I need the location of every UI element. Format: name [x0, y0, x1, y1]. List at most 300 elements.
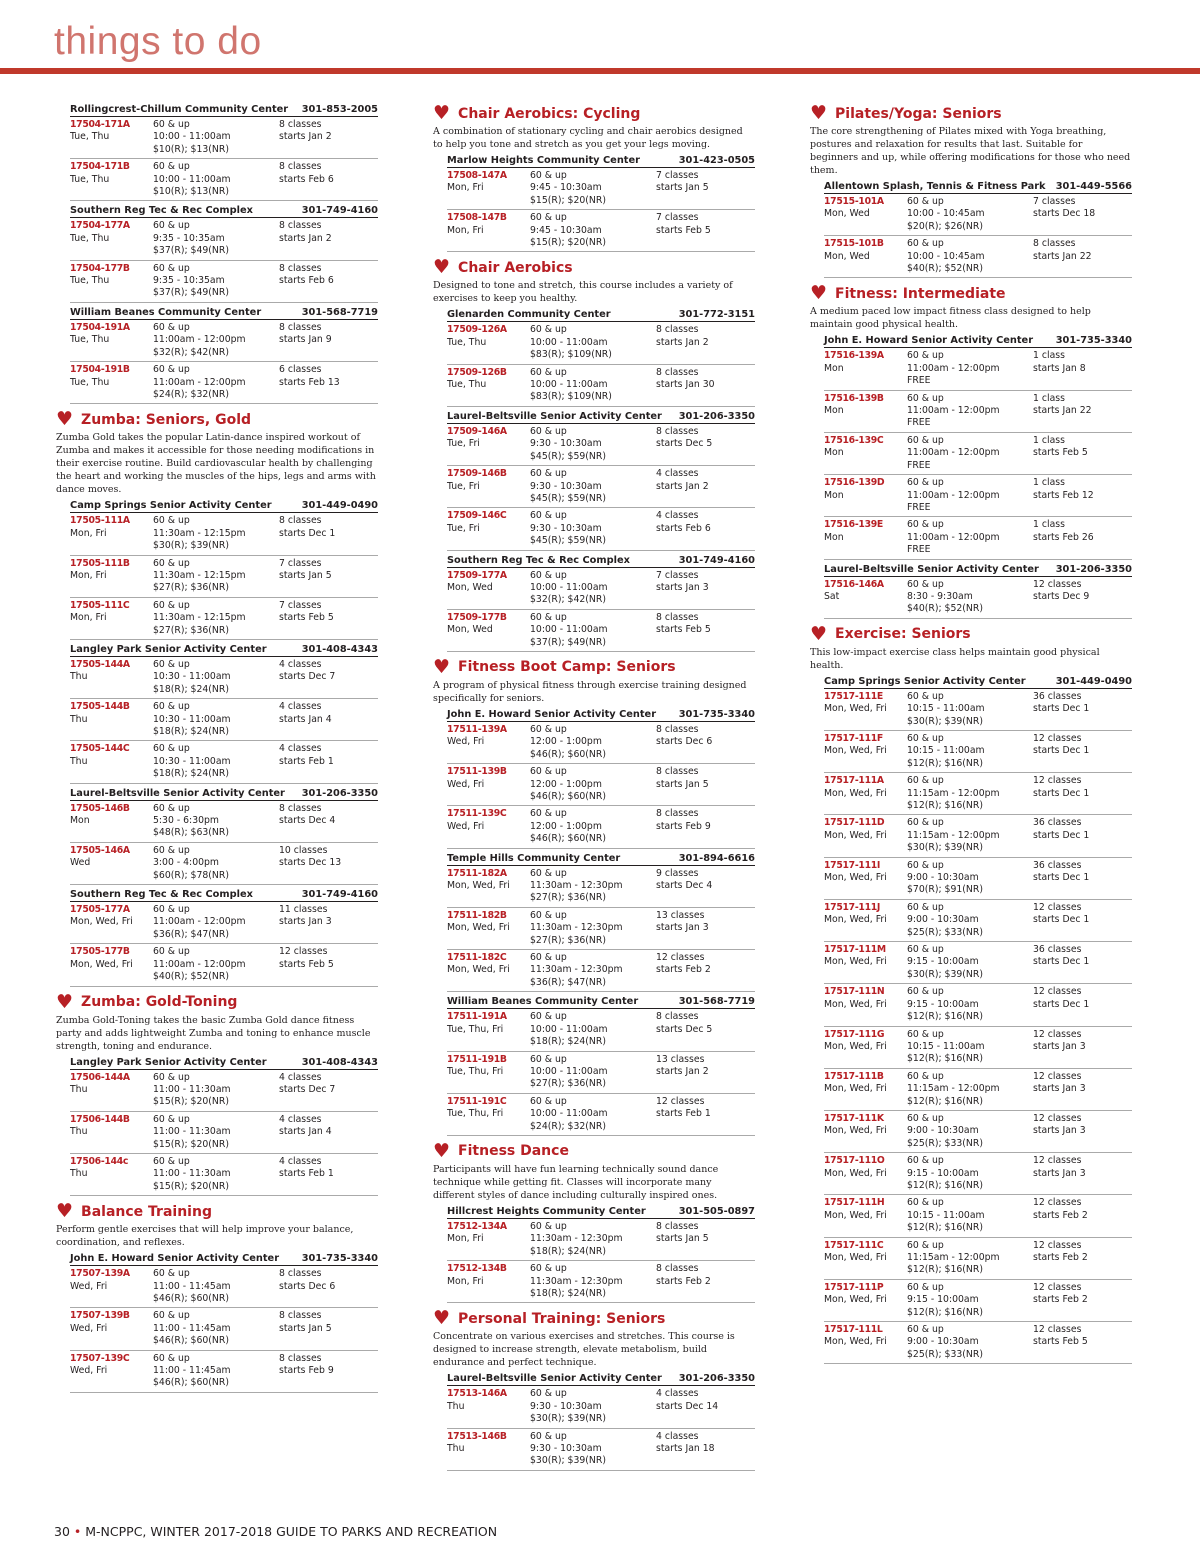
class-spacer [824, 927, 907, 939]
class-fee: $45(R); $59(NR) [530, 535, 606, 547]
class-start: starts Dec 4 [279, 815, 336, 827]
class-count: 12 classes [1033, 1197, 1082, 1209]
class-days: Mon [824, 405, 844, 417]
class-age: 60 & up [907, 1155, 944, 1167]
class-time: 11:15am - 12:00pm [907, 829, 1000, 841]
class-fee: $18(R); $24(NR) [530, 1245, 606, 1257]
class-code: 17511-139B [447, 766, 507, 778]
class-days: Wed, Fri [70, 1365, 108, 1376]
class-fee: $46(R); $60(NR) [530, 833, 606, 845]
class-code: 17504-171B [70, 161, 130, 173]
class-age: 60 & up [907, 1239, 944, 1251]
class-spacer [656, 535, 769, 547]
class-time: 9:45 - 10:30am [530, 224, 602, 236]
location-phone: 301-206-3350 [678, 1373, 755, 1385]
class-code: 17509-177B [447, 611, 507, 623]
class-row [824, 1027, 1132, 1069]
class-spacer [656, 1036, 769, 1048]
class-time: 11:30am - 12:15pm [153, 527, 246, 539]
class-spacer [70, 1096, 153, 1108]
class-start: starts Jan 2 [656, 1065, 709, 1077]
class-count: 1 class [1033, 519, 1065, 531]
class-code: 17506-144A [70, 1071, 130, 1083]
class-code: 17517-111E [824, 690, 883, 702]
location-name: Laurel-Beltsville Senior Activity Center [70, 787, 285, 799]
class-age: 60 & up [153, 364, 190, 376]
location-block [824, 335, 1132, 559]
class-age: 60 & up [153, 220, 190, 232]
class-start: starts Dec 5 [656, 1023, 713, 1035]
class-spacer [1033, 375, 1146, 387]
class-age: 60 & up [530, 170, 567, 181]
class-start: starts Dec 1 [1033, 956, 1090, 968]
class-time: 11:30am - 12:30pm [530, 964, 623, 976]
class-fee: $24(R); $32(NR) [153, 388, 229, 400]
class-days: Tue, Thu [70, 376, 110, 388]
class-start: starts Jan 2 [656, 480, 709, 492]
class-row [70, 513, 378, 555]
class-time: 9:30 - 10:30am [530, 480, 602, 492]
class-spacer [824, 1180, 907, 1192]
class-fee: $15(R); $20(NR) [153, 1180, 229, 1192]
heart-icon: ♥ [433, 1307, 451, 1330]
program-section [810, 622, 1132, 1365]
class-start: starts Jan 8 [1033, 362, 1086, 374]
program-section [56, 990, 378, 1197]
program-section [56, 104, 378, 404]
class-age: 60 & up [153, 599, 190, 611]
class-spacer [824, 460, 907, 472]
class-row [70, 1112, 378, 1154]
class-time: 9:30 - 10:30am [530, 438, 602, 450]
class-spacer [70, 245, 153, 257]
class-fee: $36(R); $47(NR) [530, 976, 606, 988]
class-row [70, 556, 378, 598]
class-spacer [1033, 544, 1146, 556]
class-count: 12 classes [656, 952, 705, 964]
class-row [70, 801, 378, 843]
class-row [447, 568, 755, 610]
class-fee: $27(R); $36(NR) [530, 934, 606, 946]
class-age: 60 & up [153, 743, 190, 755]
class-spacer [1033, 884, 1146, 896]
class-time: 11:15am - 12:00pm [907, 1083, 1000, 1095]
program-description: A combination of stationary cycling and chair aerobics designed to help you tone and stretch as you get your legs moving. [433, 126, 743, 150]
class-fee: $18(R); $24(NR) [153, 768, 229, 780]
class-spacer [656, 637, 769, 649]
class-count: 13 classes [656, 1053, 705, 1065]
publication-title: M-NCPPC, WINTER 2017-2018 GUIDE TO PARKS AND RECREATION [85, 1524, 498, 1539]
program-section [56, 1202, 378, 1393]
location-name: Allentown Splash, Tennis & Fitness Park [824, 181, 1046, 192]
program-title [56, 990, 378, 1013]
class-age: 60 & up [907, 196, 944, 207]
class-days: Mon, Fri [70, 612, 107, 624]
class-code: 17513-146A [447, 1388, 507, 1400]
class-time: 10:00 - 11:00am [530, 1023, 608, 1035]
class-days: Mon, Wed, Fri [824, 1040, 887, 1052]
class-count: 12 classes [1033, 732, 1082, 744]
class-days: Mon, Wed, Fri [824, 998, 887, 1010]
class-spacer [447, 349, 530, 361]
program-description: The core strengthening of Pilates mixed with Yoga breathing, postures and relaxation for results that last. Suitable for beginners and up, while offering modifications for those who need them. [810, 126, 1131, 176]
class-row [447, 365, 755, 407]
class-spacer [1033, 603, 1146, 615]
class-code: 17505-146A [70, 844, 130, 856]
class-days: Mon, Wed, Fri [824, 1252, 887, 1263]
class-time: 10:15 - 11:00am [907, 745, 985, 757]
class-fee: $12(R); $16(NR) [907, 1264, 983, 1276]
class-time: 10:30 - 11:00am [153, 713, 231, 725]
location-phone: 301-735-3340 [1055, 335, 1132, 347]
location-block [70, 889, 378, 986]
class-start: starts Jan 4 [279, 1126, 332, 1138]
location-phone: 301-408-4343 [301, 1056, 378, 1068]
class-start: starts Feb 9 [656, 820, 711, 832]
class-fee: $12(R); $16(NR) [907, 1306, 983, 1318]
class-start: starts Jan 3 [656, 581, 709, 593]
class-row [824, 1111, 1132, 1153]
class-spacer [1033, 842, 1146, 854]
class-start: starts Feb 13 [279, 376, 340, 388]
class-time: 10:15 - 11:00am [907, 703, 985, 715]
class-spacer [279, 1139, 392, 1151]
class-days: Mon, Wed, Fri [824, 1209, 887, 1221]
class-time: 12:00 - 1:00pm [530, 820, 602, 832]
class-spacer [1033, 1180, 1146, 1192]
class-fee: $15(R); $20(NR) [530, 194, 606, 206]
class-code: 17511-191A [447, 1011, 507, 1023]
location-block [70, 644, 378, 784]
class-time: 10:30 - 11:00am [153, 671, 231, 683]
class-days: Wed, Fri [70, 1280, 108, 1292]
class-fee: $70(R); $91(NR) [907, 884, 983, 896]
class-age: 60 & up [530, 510, 567, 522]
class-days: Tue, Thu [447, 336, 487, 348]
class-start: starts Dec 18 [1033, 208, 1096, 220]
location-header [70, 307, 378, 320]
location-name: Glenarden Community Center [447, 309, 611, 321]
location-header [70, 1057, 378, 1070]
class-fee: $10(R); $13(NR) [153, 143, 229, 155]
class-row [447, 1009, 755, 1051]
class-start: starts Dec 1 [1033, 745, 1090, 757]
program-section [433, 258, 755, 652]
class-time: 10:15 - 11:00am [907, 1209, 985, 1221]
class-row [447, 1386, 755, 1428]
location-block [447, 996, 755, 1136]
class-count: 8 classes [279, 119, 322, 130]
class-code: 17517-111J [824, 901, 881, 913]
class-fee: $12(R); $16(NR) [907, 1011, 983, 1023]
class-time: 10:00 - 11:00am [530, 336, 608, 348]
class-start: starts Jan 3 [1033, 1125, 1086, 1137]
class-age: 60 & up [907, 1281, 944, 1293]
class-days: Thu [70, 671, 88, 683]
class-spacer [279, 144, 392, 156]
class-age: 60 & up [907, 1028, 944, 1040]
class-count: 13 classes [656, 909, 705, 921]
program-title [56, 410, 378, 429]
class-row [447, 168, 755, 210]
class-spacer [70, 540, 153, 552]
class-code: 17517-111H [824, 1197, 885, 1209]
class-time: 11:30am - 12:30pm [530, 880, 623, 892]
class-age: 60 & up [153, 802, 190, 814]
class-time: 10:00 - 11:00am [530, 379, 608, 391]
class-spacer [1033, 1222, 1146, 1234]
class-count: 4 classes [656, 468, 699, 480]
class-spacer [824, 375, 907, 387]
location-block [70, 500, 378, 640]
class-row [447, 322, 755, 364]
class-code: 17509-126A [447, 324, 507, 336]
class-spacer [656, 1246, 769, 1258]
class-age: 60 & up [907, 238, 944, 250]
class-fee: $12(R); $16(NR) [907, 1222, 983, 1234]
class-count: 7 classes [656, 569, 699, 581]
class-start: starts Jan 3 [1033, 1040, 1086, 1052]
class-time: 9:35 - 10:35am [153, 232, 225, 244]
class-age: 60 & up [153, 1071, 190, 1083]
class-row [824, 815, 1132, 857]
class-code: 17512-134B [447, 1263, 507, 1275]
class-age: 60 & up [530, 1430, 567, 1442]
program-section [433, 1139, 755, 1303]
class-count: 8 classes [279, 1268, 322, 1280]
class-spacer [279, 1181, 392, 1193]
class-time: 9:00 - 10:30am [907, 1125, 979, 1137]
location-name: Hillcrest Heights Community Center [447, 1205, 646, 1217]
class-spacer [656, 833, 769, 845]
class-start: starts Feb 2 [1033, 1294, 1088, 1306]
class-code: 17516-139A [824, 350, 884, 362]
class-age: 60 & up [907, 690, 944, 702]
location-header [447, 996, 755, 1009]
class-days: Mon, Fri [70, 569, 107, 581]
program-title [810, 622, 1132, 645]
column-middle [433, 100, 755, 1477]
location-name: Laurel-Beltsville Senior Activity Center [447, 1373, 662, 1385]
class-row [447, 908, 755, 950]
class-count: 1 class [1033, 350, 1065, 362]
class-days: Mon, Wed, Fri [824, 787, 887, 799]
location-block [70, 104, 378, 201]
class-spacer [656, 391, 769, 403]
class-age: 60 & up [530, 952, 567, 964]
location-block [447, 853, 755, 993]
class-days: Wed, Fri [70, 1322, 108, 1334]
class-spacer [824, 417, 907, 429]
class-code: 17511-139A [447, 723, 507, 735]
class-spacer [824, 716, 907, 728]
program-description: A medium paced low impact fitness class designed to help maintain good physical health. [810, 306, 1091, 331]
class-days: Wed, Fri [447, 820, 485, 832]
class-start: starts Jan 3 [1033, 1083, 1086, 1095]
location-block [824, 564, 1132, 619]
class-spacer [1033, 417, 1146, 429]
class-code: 17511-182A [447, 867, 507, 879]
class-fee: $18(R); $24(NR) [153, 683, 229, 695]
class-fee: $30(R); $39(NR) [530, 1455, 606, 1467]
class-age: 60 & up [530, 1095, 567, 1107]
class-days: Mon, Wed, Fri [447, 964, 510, 976]
class-start: starts Jan 5 [656, 778, 709, 790]
class-start: starts Feb 5 [656, 224, 711, 236]
class-start: starts Jan 22 [1033, 250, 1092, 262]
class-age: 60 & up [153, 701, 190, 713]
class-code: 17506-144B [70, 1113, 130, 1125]
program-description: Perform gentle exercises that will help improve your balance, coordination, and reflexes. [56, 1224, 354, 1249]
class-days: Mon, Wed, Fri [824, 1336, 887, 1348]
class-age: 60 & up [907, 392, 944, 404]
class-code: 17511-139C [447, 808, 507, 820]
location-block [70, 788, 378, 885]
class-count: 11 classes [279, 904, 328, 916]
class-count: 4 classes [279, 743, 322, 755]
class-code: 17511-182B [447, 909, 507, 921]
class-age: 60 & up [530, 425, 567, 437]
class-fee: $60(R); $78(NR) [153, 869, 229, 881]
class-days: Tue, Thu, Fri [447, 1065, 504, 1077]
class-count: 6 classes [279, 364, 322, 376]
class-spacer [447, 451, 530, 463]
class-row [824, 433, 1132, 475]
class-spacer [447, 1078, 530, 1090]
program-title [433, 1309, 755, 1328]
class-age: 60 & up [530, 1053, 567, 1065]
class-days: Mon [70, 815, 90, 827]
class-days: Tue, Thu [447, 379, 487, 391]
class-age: 60 & up [907, 986, 944, 998]
class-count: 4 classes [656, 1430, 699, 1442]
class-start: starts Feb 2 [656, 964, 711, 976]
class-spacer [70, 186, 153, 198]
class-row [70, 362, 378, 404]
class-days: Mon, Fri [70, 527, 107, 539]
class-spacer [279, 1096, 392, 1108]
class-age: 60 & up [907, 859, 944, 871]
location-header [447, 1373, 755, 1386]
class-start: starts Dec 1 [279, 527, 336, 539]
location-block [447, 155, 755, 252]
class-fee: $30(R); $39(NR) [530, 1413, 606, 1425]
class-code: 17507-139A [70, 1268, 130, 1280]
class-days: Mon, Wed, Fri [447, 880, 510, 892]
program-section [810, 284, 1132, 618]
program-title [56, 1202, 378, 1221]
class-spacer [824, 1264, 907, 1276]
class-count: 7 classes [279, 557, 322, 569]
class-age: 60 & up [530, 1263, 567, 1275]
class-row [824, 577, 1132, 619]
class-days: Sat [824, 590, 840, 602]
class-days: Mon, Wed, Fri [824, 1083, 887, 1095]
class-code: 17505-144C [70, 743, 130, 755]
program-description: Participants will have fun learning technically sound dance technique while getting fit. Classes will incorporate many different styles of dance including culturally inspired ones. [433, 1163, 719, 1201]
class-code: 17517-111C [824, 1239, 884, 1251]
class-start: starts Feb 2 [1033, 1209, 1088, 1221]
class-code: 17508-147A [447, 170, 507, 181]
class-days: Wed, Fri [447, 736, 485, 748]
class-age: 60 & up [530, 324, 567, 336]
class-spacer [70, 1293, 153, 1305]
class-spacer [656, 451, 769, 463]
class-code: 17517-111F [824, 732, 883, 744]
class-spacer [70, 726, 153, 738]
class-code: 17505-144A [70, 658, 130, 670]
class-start: starts Feb 6 [656, 522, 711, 534]
location-name: William Beanes Community Center [447, 996, 639, 1008]
program-title-text: Exercise: Seniors [835, 626, 971, 643]
class-days: Mon, Wed, Fri [70, 916, 133, 928]
location-block [447, 555, 755, 652]
class-fee: FREE [907, 459, 931, 471]
class-start: starts Jan 3 [279, 916, 332, 928]
location-phone: 301-206-3350 [678, 410, 755, 422]
class-days: Mon, Wed, Fri [824, 829, 887, 841]
class-days: Thu [70, 1126, 88, 1138]
location-phone: 301-206-3350 [301, 787, 378, 799]
class-spacer [824, 884, 907, 896]
class-code: 17507-139B [70, 1310, 130, 1322]
class-time: 9:15 - 10:00am [907, 998, 979, 1010]
class-spacer [279, 1335, 392, 1347]
class-code: 17517-111D [824, 817, 885, 829]
class-row [447, 424, 755, 466]
class-age: 60 & up [530, 867, 567, 879]
program-title [433, 104, 755, 123]
class-spacer [279, 186, 392, 198]
class-start: starts Dec 5 [656, 438, 713, 450]
class-spacer [279, 287, 392, 299]
class-age: 60 & up [153, 515, 190, 527]
class-days: Tue, Thu [70, 173, 110, 185]
class-spacer [1033, 221, 1146, 233]
location-phone: 301-853-2005 [301, 104, 378, 115]
class-days: Wed [70, 857, 91, 869]
class-days: Mon, Wed, Fri [824, 1125, 887, 1137]
class-spacer [279, 768, 392, 780]
class-spacer [1033, 758, 1146, 770]
class-start: starts Feb 5 [656, 624, 711, 636]
class-start: starts Dec 1 [1033, 872, 1090, 884]
class-time: 10:00 - 10:45am [907, 208, 985, 220]
class-start: starts Dec 1 [1033, 998, 1090, 1010]
class-count: 8 classes [656, 366, 699, 378]
class-start: starts Jan 5 [279, 569, 332, 581]
footer-separator: • [73, 1524, 82, 1539]
class-count: 8 classes [656, 723, 699, 735]
class-age: 60 & up [153, 1113, 190, 1125]
class-code: 17505-146B [70, 802, 130, 814]
class-row [70, 944, 378, 986]
class-start: starts Dec 6 [656, 736, 713, 748]
class-start: starts Dec 1 [1033, 829, 1090, 841]
program-section [433, 1309, 755, 1470]
program-title-text: Fitness Boot Camp: Seniors [458, 659, 676, 676]
class-count: 4 classes [279, 701, 322, 713]
class-code: 17517-111G [824, 1028, 885, 1040]
class-days: Mon, Wed [447, 624, 493, 636]
class-fee: $46(R); $60(NR) [530, 791, 606, 802]
class-row [447, 508, 755, 550]
class-fee: $40(R); $52(NR) [153, 971, 229, 983]
class-count: 8 classes [279, 161, 322, 173]
class-code: 17511-182C [447, 952, 507, 964]
class-spacer [1033, 502, 1146, 514]
class-days: Tue, Thu, Fri [447, 1023, 504, 1035]
